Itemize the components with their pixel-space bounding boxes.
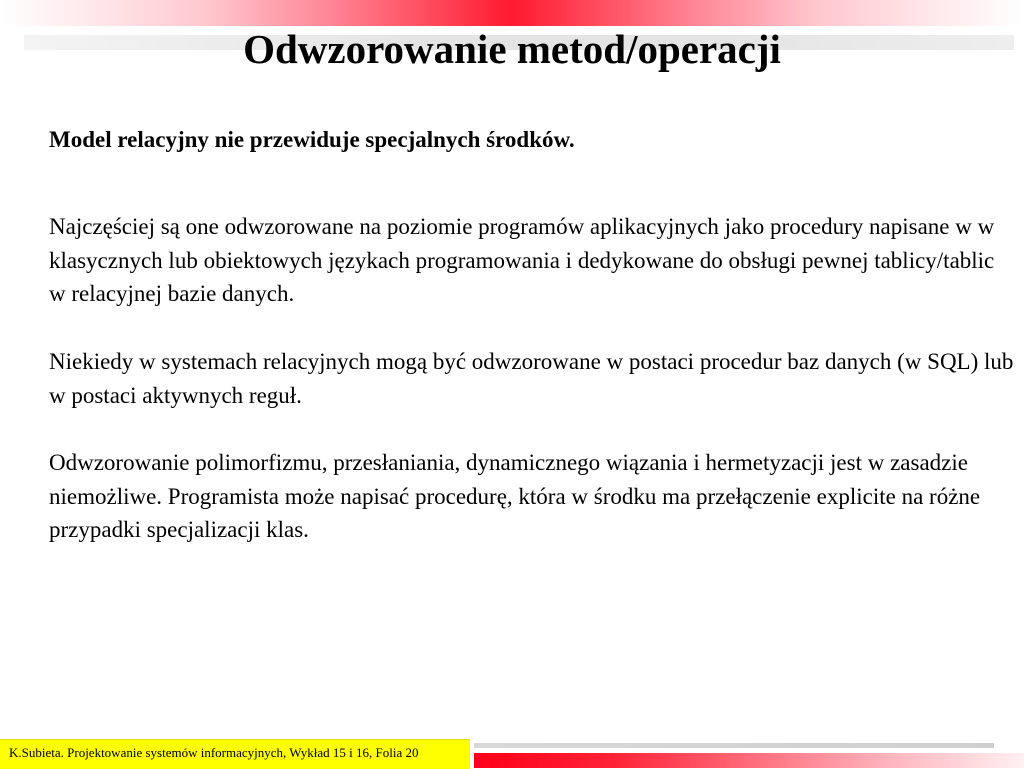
footer-decorative-gray-bar: [474, 743, 994, 748]
footer-caption: K.Subieta. Projektowanie systemów informacyjnych, Wykład 15 i 16, Folia 20: [9, 745, 419, 760]
footer-decorative-red-bar: [474, 753, 1024, 768]
slide-title: Odwzorowanie metod/operacji: [243, 26, 781, 72]
paragraph-2: Niekiedy w systemach relacyjnych mogą być odwzorowane w postaci procedur baz danych (w SQL) lub w postaci aktywnych reguł.: [49, 349, 1014, 408]
paragraph-3: Odwzorowanie polimorfizmu, przesłaniania, dynamicznego wiązania i hermetyzacji jest w zasadzie niemożliwe. Programista może napisać procedurę, która w środku ma przełączenie explicite na różne przypadki specjalizacji klas.: [49, 450, 981, 542]
paragraph-1: Najczęściej są one odwzorowane na poziomie programów aplikacyjnych jako procedury napisane w w klasycznych lub obiektowych językach programowania i dedykowane do obsługi pewnej tablicy/tablic w relacyjnej bazie danych.: [49, 214, 995, 306]
top-decorative-gradient: [0, 0, 1024, 26]
slide-subtitle: Model relacyjny nie przewiduje specjalnych środków.: [49, 127, 575, 152]
